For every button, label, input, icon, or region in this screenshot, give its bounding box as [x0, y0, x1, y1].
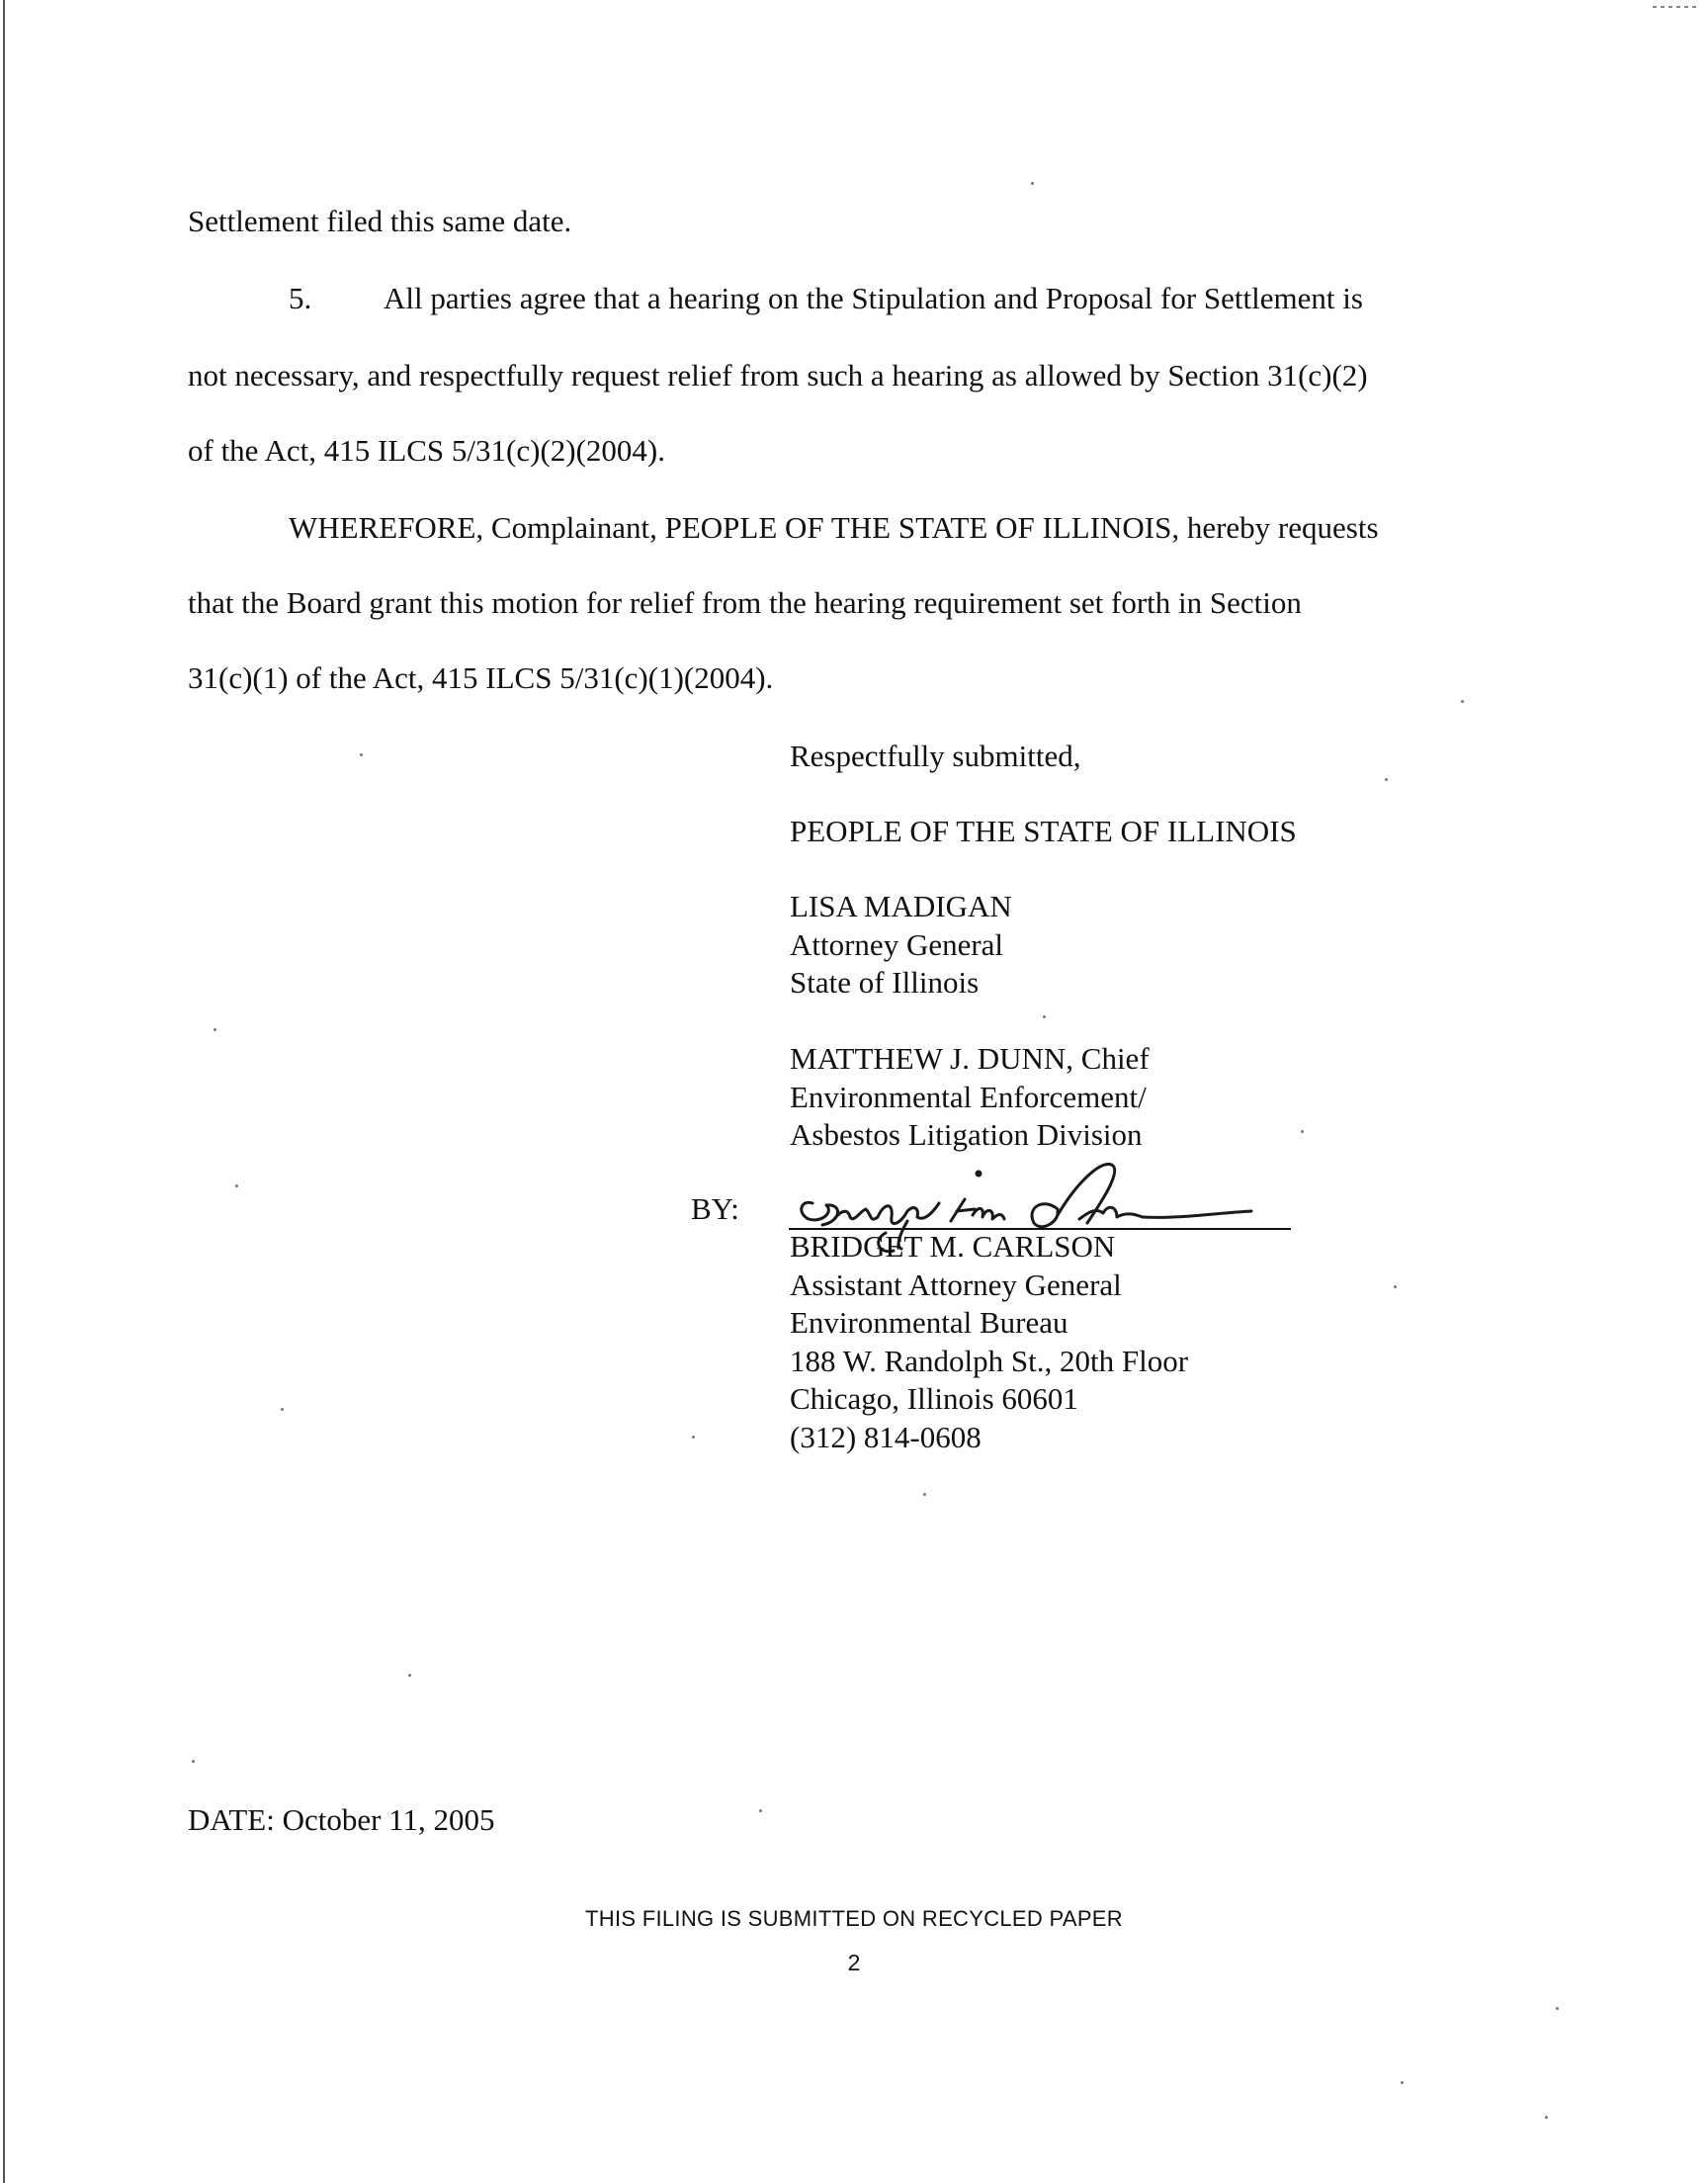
paragraph-5-line: of the Act, 415 ILCS 5/31(c)(2)(2004).	[188, 433, 665, 468]
scan-speck	[235, 1184, 238, 1187]
phone-number: (312) 814-0608	[790, 1419, 982, 1454]
ag-name: LISA MADIGAN	[790, 889, 1012, 923]
scan-speck	[1461, 700, 1464, 703]
scan-speck	[1556, 2007, 1559, 2010]
date-line: DATE: October 11, 2005	[188, 1802, 495, 1837]
scan-speck	[1301, 1130, 1304, 1133]
scan-speck	[692, 1436, 695, 1439]
scan-speck	[759, 1809, 762, 1812]
scan-speck	[1545, 2116, 1548, 2119]
closing: Respectfully submitted,	[790, 739, 1081, 773]
paragraph-5-line: not necessary, and respectfully request relief from such a hearing as allowed by Section 31(c)(2)	[188, 358, 1368, 393]
scan-speck	[360, 753, 363, 756]
signer-bureau: Environmental Bureau	[790, 1305, 1068, 1340]
scan-speck	[214, 1028, 216, 1031]
ag-title: Attorney General	[790, 926, 1004, 962]
signer-name: BRIDGET M. CARLSON	[790, 1229, 1116, 1264]
wherefore-line: WHEREFORE, Complainant, PEOPLE OF THE STATE OF ILLINOIS, hereby requests	[289, 510, 1379, 545]
wherefore-line: that the Board grant this motion for relief from the hearing requirement set forth in Section	[188, 585, 1302, 620]
scan-speck	[408, 1674, 411, 1677]
scan-speck	[1031, 182, 1034, 185]
scan-speck	[281, 1408, 284, 1411]
scan-speck	[1043, 1015, 1046, 1018]
scan-speck	[192, 1760, 195, 1763]
chief-division: Environmental Enforcement/	[790, 1079, 1147, 1114]
scan-left-edge	[3, 0, 5, 2183]
chief-division: Asbestos Litigation Division	[790, 1117, 1143, 1152]
address-line: Chicago, Illinois 60601	[790, 1381, 1078, 1416]
chief-block	[790, 1040, 1150, 1155]
party-name: PEOPLE OF THE STATE OF ILLINOIS	[790, 814, 1297, 848]
page-number: 2	[847, 1950, 861, 1975]
attorney-general-block	[790, 888, 1012, 1003]
address-line: 188 W. Randolph St., 20th Floor	[790, 1343, 1189, 1378]
signer-title: Assistant Attorney General	[790, 1266, 1122, 1302]
wherefore-line: 31(c)(1) of the Act, 415 ILCS 5/31(c)(1)(2004).	[188, 660, 774, 695]
scan-corner-mark	[1653, 6, 1700, 8]
paragraph-number: 5.	[289, 281, 312, 315]
body-line: Settlement filed this same date.	[188, 204, 572, 238]
scan-speck	[1394, 1285, 1397, 1288]
scan-speck	[1401, 2081, 1404, 2084]
by-label: BY:	[691, 1191, 739, 1226]
signer-block	[790, 1228, 1188, 1456]
recycled-paper-note: THIS FILING IS SUBMITTED ON RECYCLED PAPER	[585, 1906, 1123, 1931]
paragraph-5-line: All parties agree that a hearing on the Stipulation and Proposal for Settlement is	[384, 281, 1363, 315]
ag-state: State of Illinois	[790, 965, 980, 1000]
scan-speck	[1385, 778, 1388, 781]
chief-name: MATTHEW J. DUNN, Chief	[790, 1041, 1150, 1076]
scan-speck	[923, 1493, 926, 1496]
